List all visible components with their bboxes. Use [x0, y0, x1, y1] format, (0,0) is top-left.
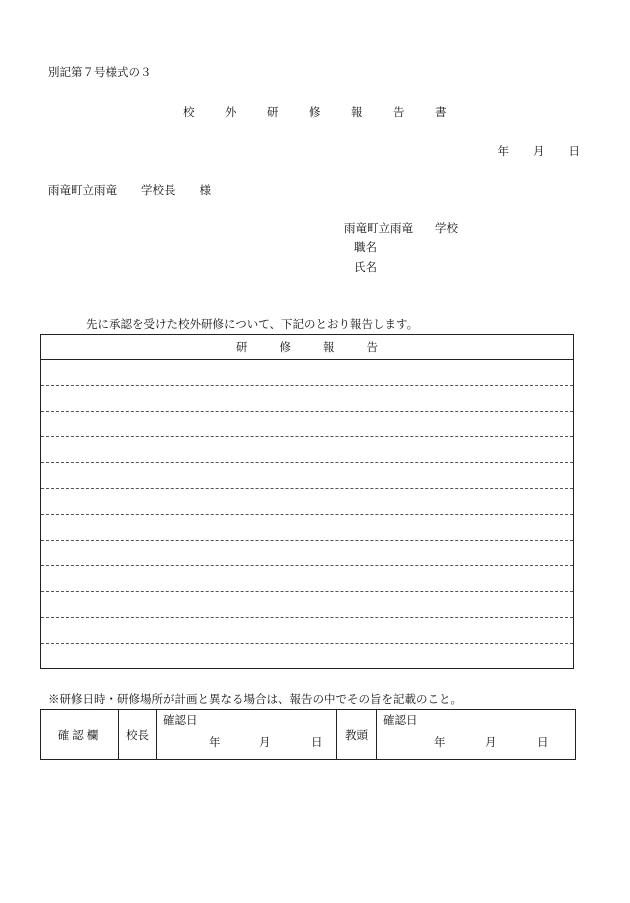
- report-header-char: 報: [323, 340, 335, 354]
- addressee-town: 雨竜町立雨竜: [48, 183, 117, 197]
- confirm-date-label: 確認日: [163, 713, 198, 727]
- form-number-label: 別記第７号様式の３: [48, 65, 152, 79]
- sender-school: [344, 223, 458, 235]
- report-line[interactable]: [41, 541, 573, 567]
- confirm-month: 月: [485, 735, 497, 749]
- addressee: [48, 185, 211, 197]
- confirm-year: 年: [209, 735, 221, 749]
- sender-town: 雨竜町立雨竜: [344, 221, 413, 235]
- report-header: [41, 335, 573, 360]
- title-char: 研: [267, 105, 279, 119]
- title-char: 書: [435, 105, 447, 119]
- title-char: 告: [393, 105, 405, 119]
- addressee-title: 学校長: [141, 183, 176, 197]
- principal-label: 校長: [119, 710, 157, 760]
- date-year: 年: [497, 144, 509, 158]
- report-line[interactable]: [41, 412, 573, 438]
- confirm-day: 日: [311, 735, 323, 749]
- report-line[interactable]: [41, 386, 573, 412]
- vice-principal-confirm-date[interactable]: [377, 710, 576, 760]
- confirm-month: 月: [259, 735, 271, 749]
- intro-text: 先に承認を受けた校外研修について、下記のとおり報告します。: [86, 317, 419, 331]
- report-box: [40, 334, 574, 669]
- report-line[interactable]: [41, 644, 573, 670]
- report-line[interactable]: [41, 360, 573, 386]
- date-day: 日: [568, 144, 580, 158]
- report-line[interactable]: [41, 592, 573, 618]
- report-date: [474, 146, 581, 158]
- report-line[interactable]: [41, 489, 573, 515]
- title-char: 校: [183, 105, 195, 119]
- confirm-day: 日: [537, 735, 549, 749]
- addressee-honorific: 様: [199, 183, 211, 197]
- note-text: ※研修日時・研修場所が計画と異なる場合は、報告の中でその旨を記載のこと。: [48, 692, 462, 706]
- sender-position-label: 職名: [354, 240, 377, 254]
- document-title: [0, 107, 630, 119]
- report-header-char: 告: [366, 340, 378, 354]
- title-char: 外: [225, 105, 237, 119]
- confirm-year: 年: [434, 735, 446, 749]
- report-header-char: 研: [236, 340, 248, 354]
- sender-name-label: 氏名: [354, 260, 377, 274]
- sender-school-suffix: 学校: [435, 221, 458, 235]
- confirm-date-label: 確認日: [383, 713, 418, 727]
- report-line[interactable]: [41, 463, 573, 489]
- report-line[interactable]: [41, 566, 573, 592]
- report-line[interactable]: [41, 515, 573, 541]
- date-month: 月: [533, 144, 545, 158]
- vice-principal-label: 教頭: [337, 710, 377, 760]
- confirm-label: 確認欄: [41, 710, 119, 760]
- report-line[interactable]: [41, 437, 573, 463]
- title-char: 報: [351, 105, 363, 119]
- principal-confirm-date[interactable]: [157, 710, 337, 760]
- report-line[interactable]: [41, 618, 573, 644]
- report-header-char: 修: [279, 340, 291, 354]
- title-char: 修: [309, 105, 321, 119]
- confirmation-table: [40, 709, 576, 760]
